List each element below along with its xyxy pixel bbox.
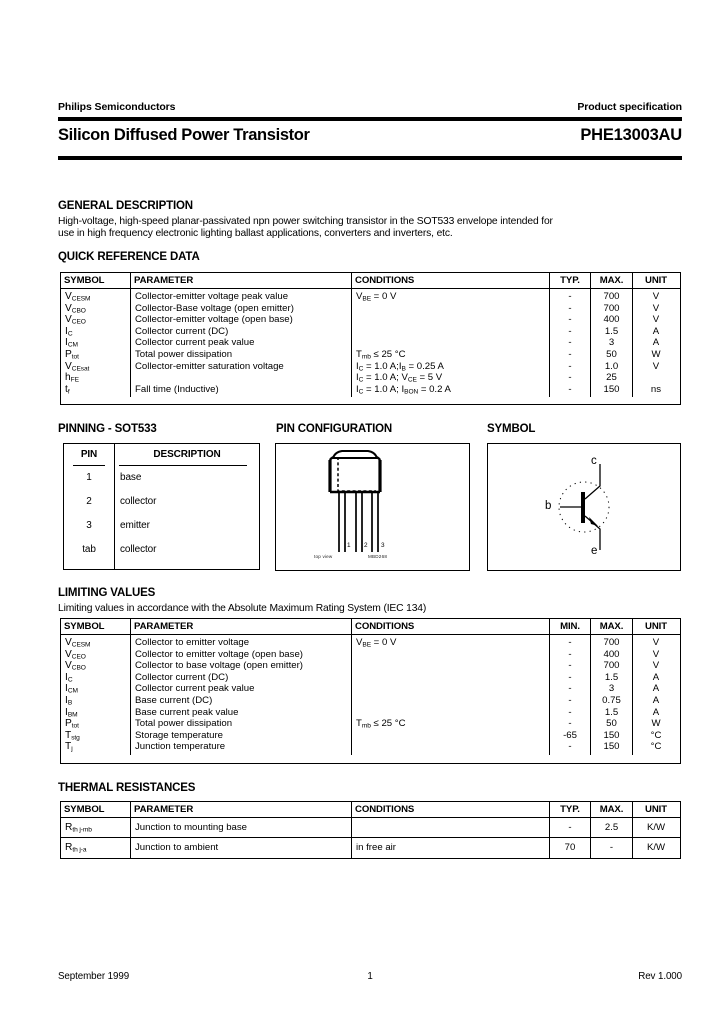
column-max xyxy=(591,635,633,755)
symbol-diagram-heading: SYMBOL xyxy=(487,423,536,435)
conditions-cell: $V_{BE} = 0$ V xyxy=(356,637,397,649)
table-body xyxy=(61,818,680,858)
pin-column xyxy=(64,444,115,569)
table-body xyxy=(61,289,680,397)
min-cell: - xyxy=(568,694,572,706)
symbol-cell: $I_{CM}$ xyxy=(65,683,78,695)
symbol-cell: $R_{th j-mb}$ xyxy=(61,818,131,837)
limiting-values-heading: LIMITING VALUES xyxy=(58,587,156,599)
column-header-parameter: PARAMETER xyxy=(131,273,352,288)
column-header-symbol: SYMBOL xyxy=(61,619,131,634)
general-description-text xyxy=(58,216,682,240)
pin-configuration-heading: PIN CONFIGURATION xyxy=(276,423,393,435)
unit-cell: K/W xyxy=(646,822,666,833)
min-cell: - xyxy=(568,741,572,753)
unit-cell: W xyxy=(651,348,661,360)
figure-code: MBD268 xyxy=(368,554,388,559)
collector-terminal-label: c xyxy=(591,455,597,467)
symbol-cell: $h_{FE}$ xyxy=(65,372,79,384)
sot533-package-drawing xyxy=(276,444,469,570)
general-description-line-1: High-voltage, high-speed planar-passivated npn power switching transistor in the SOT533 envelope intended for xyxy=(58,216,553,227)
header-divider xyxy=(58,117,682,121)
max-cell: 50 xyxy=(606,718,617,730)
column-header-max: MAX. xyxy=(591,273,633,288)
max-cell: 700 xyxy=(603,291,620,302)
unit-cell: V xyxy=(652,648,660,660)
symbol-cell: $I_B$ xyxy=(65,694,73,707)
unit-cell: °C xyxy=(650,741,662,753)
emitter-terminal-label: e xyxy=(591,545,598,557)
company-name: Philips Semiconductors xyxy=(58,101,176,113)
parameter-cell: Junction to mounting base xyxy=(131,818,352,837)
min-cell: - xyxy=(568,706,572,718)
symbol-cell: $V_{CEO}$ xyxy=(65,648,86,661)
max-cell: 700 xyxy=(603,660,620,672)
symbol-cell: $T_{stg}$ xyxy=(65,729,80,742)
parameter-cell xyxy=(135,372,351,384)
pin-number: 1 xyxy=(86,472,92,484)
parameter-cell: Base current peak value xyxy=(135,706,239,718)
conditions-cell xyxy=(356,707,549,719)
unit-cell: V xyxy=(652,660,660,672)
conditions-cell xyxy=(356,337,549,349)
unit-cell: A xyxy=(652,671,660,683)
max-cell: 700 xyxy=(603,637,620,648)
typ-cell: - xyxy=(568,348,572,360)
symbol-cell: $P_{tot}$ xyxy=(65,718,79,730)
column-typ xyxy=(550,289,591,397)
column-header-conditions: CONDITIONS xyxy=(352,619,550,634)
column-header-pin: PIN xyxy=(80,449,98,460)
general-description-heading: GENERAL DESCRIPTION xyxy=(58,200,193,212)
column-header-min: MIN. xyxy=(550,619,591,634)
pinning-table xyxy=(63,443,260,570)
column-parameter xyxy=(131,635,352,755)
symbol-cell: $I_C$ xyxy=(65,325,73,338)
column-header-symbol: SYMBOL xyxy=(61,273,131,288)
table-row xyxy=(61,818,680,838)
pin-number: tab xyxy=(82,544,96,556)
thermal-resistances-table xyxy=(60,801,681,859)
unit-cell: V xyxy=(652,291,660,302)
limiting-values-subtitle: Limiting values in accordance with the Absolute Maximum Rating System (IEC 134) xyxy=(58,603,427,614)
pin-description-cells xyxy=(115,466,259,562)
symbol-cell: $T_j$ xyxy=(65,741,73,753)
pin-number-cells xyxy=(64,466,114,562)
parameter-cell: Fall time (Inductive) xyxy=(135,383,219,395)
column-header-symbol: SYMBOL xyxy=(61,802,131,817)
symbol-cell: $I_C$ xyxy=(65,671,73,684)
pin-description: base xyxy=(120,472,142,484)
parameter-cell: Base current (DC) xyxy=(135,694,213,706)
column-parameter xyxy=(131,289,352,397)
page-footer xyxy=(58,971,682,982)
conditions-cell xyxy=(356,326,549,338)
min-cell: - xyxy=(568,683,572,695)
max-cell: 150 xyxy=(603,383,620,395)
typ-cell: - xyxy=(550,818,591,837)
min-cell: - xyxy=(568,660,572,672)
column-header-typ: TYP. xyxy=(550,273,591,288)
max-cell: 700 xyxy=(603,302,620,314)
unit-cell: A xyxy=(652,683,660,695)
conditions-cell xyxy=(356,695,549,707)
column-header-conditions: CONDITIONS xyxy=(352,273,550,288)
column-conditions xyxy=(352,635,550,755)
pinning-heading: PINNING - SOT533 xyxy=(58,423,157,435)
pin-number: 2 xyxy=(86,496,92,508)
view-caption: top view xyxy=(314,554,333,559)
parameter-cell: Collector current (DC) xyxy=(135,325,229,337)
description-column xyxy=(115,444,259,569)
column-header-max: MAX. xyxy=(591,619,633,634)
column-header-description: DESCRIPTION xyxy=(153,449,221,460)
parameter-cell: Collector-Base voltage (open emitter) xyxy=(135,302,294,314)
column-header-unit: UNIT xyxy=(645,621,667,632)
typ-cell: - xyxy=(568,325,572,337)
max-cell: 25 xyxy=(606,372,617,384)
symbol-cell: $V_{CESM}$ xyxy=(65,291,91,303)
parameter-cell: Collector current peak value xyxy=(135,683,255,695)
typ-cell: - xyxy=(568,383,572,395)
symbol-cell: $t_f$ xyxy=(65,383,70,396)
typ-cell: - xyxy=(568,291,572,302)
unit-cell: A xyxy=(652,337,660,349)
base-terminal-label: b xyxy=(545,500,552,512)
min-cell: - xyxy=(568,718,572,730)
conditions-cell xyxy=(356,314,549,326)
conditions-cell xyxy=(356,683,549,695)
unit-cell: A xyxy=(652,706,660,718)
typ-cell: - xyxy=(568,360,572,372)
column-conditions xyxy=(352,289,550,397)
unit-cell xyxy=(633,372,679,384)
lead-label-2: 2 xyxy=(364,542,368,549)
parameter-cell: Storage temperature xyxy=(135,729,223,741)
column-unit xyxy=(633,635,679,755)
min-cell: -65 xyxy=(563,729,577,741)
thermal-resistances-heading: THERMAL RESISTANCES xyxy=(58,782,196,794)
symbol-cell: $V_{CBO}$ xyxy=(65,302,86,315)
max-cell: 400 xyxy=(603,648,620,660)
lead-label-3: 3 xyxy=(381,542,385,549)
typ-cell: - xyxy=(568,372,572,384)
conditions-cell: $I_C = 1.0$ A; $I_{BON} = 0.2$ A xyxy=(356,383,451,396)
quick-reference-heading: QUICK REFERENCE DATA xyxy=(58,251,200,263)
column-min xyxy=(550,635,591,755)
column-header-conditions: CONDITIONS xyxy=(352,802,550,817)
parameter-cell: Junction to ambient xyxy=(131,838,352,858)
conditions-cell xyxy=(352,818,550,837)
column-header-typ: TYP. xyxy=(550,802,591,817)
unit-cell: V xyxy=(652,302,660,314)
parameter-cell: Collector to emitter voltage xyxy=(135,637,250,648)
symbol-cell: $V_{CBO}$ xyxy=(65,660,86,672)
min-cell: - xyxy=(568,637,572,648)
transistor-symbol-figure xyxy=(487,443,681,571)
max-cell: 1.5 xyxy=(604,671,619,683)
column-symbol xyxy=(61,289,131,397)
conditions-cell xyxy=(356,660,549,672)
parameter-cell: Total power dissipation xyxy=(135,348,233,360)
title-bar xyxy=(58,126,682,145)
symbol-cell: $I_{CM}$ xyxy=(65,337,78,349)
parameter-cell: Collector-emitter saturation voltage xyxy=(135,360,284,372)
table-header-row xyxy=(61,273,680,289)
min-cell: - xyxy=(568,671,572,683)
table-header-row xyxy=(61,802,680,818)
parameter-cell: Collector to base voltage (open emitter) xyxy=(135,660,303,672)
symbol-cell: $V_{CEsat}$ xyxy=(65,360,90,372)
column-header-unit: UNIT xyxy=(645,275,667,286)
table-body xyxy=(61,635,680,755)
conditions-cell xyxy=(356,730,549,742)
table-header-row xyxy=(61,619,680,635)
unit-cell: K/W xyxy=(646,842,666,853)
unit-cell: V xyxy=(652,314,660,326)
general-description-line-2: use in high frequency electronic lighting ballast applications, converters and inverters, etc. xyxy=(58,228,453,240)
max-cell: 1.5 xyxy=(604,325,619,337)
max-cell: 400 xyxy=(603,314,620,326)
unit-cell: V xyxy=(652,360,660,372)
max-cell: 150 xyxy=(603,741,620,753)
pin-description: collector xyxy=(120,496,157,508)
unit-cell: W xyxy=(651,718,661,730)
publication-date: September 1999 xyxy=(58,971,130,982)
symbol-cell: $P_{tot}$ xyxy=(65,348,79,361)
title-divider xyxy=(58,156,682,160)
symbol-cell: $V_{CESM}$ xyxy=(65,637,91,649)
column-unit xyxy=(633,289,679,397)
page-number: 1 xyxy=(367,971,373,982)
conditions-cell xyxy=(356,672,549,684)
max-cell: 1.5 xyxy=(604,706,619,718)
pin-configuration-figure xyxy=(275,443,470,571)
conditions-cell: $V_{BE} = 0$ V xyxy=(356,291,397,303)
typ-cell: - xyxy=(568,314,572,326)
limiting-values-table xyxy=(60,618,681,764)
pin-description: emitter xyxy=(120,520,150,532)
quick-reference-table xyxy=(60,272,681,405)
max-cell: 0.75 xyxy=(602,694,621,706)
conditions-cell: $I_C = 1.0$ $A;I_B = 0.25$ A xyxy=(356,360,444,372)
lead-label-1: 1 xyxy=(347,542,351,549)
unit-cell: °C xyxy=(650,729,662,741)
column-symbol xyxy=(61,635,131,755)
conditions-cell xyxy=(356,649,549,661)
revision-label: Rev 1.000 xyxy=(638,971,682,982)
parameter-cell: Collector current peak value xyxy=(135,337,255,349)
min-cell: - xyxy=(568,648,572,660)
parameter-cell: Collector to emitter voltage (open base) xyxy=(135,648,303,660)
page-title: Silicon Diffused Power Transistor xyxy=(58,126,310,144)
column-header-unit: UNIT xyxy=(645,804,667,815)
max-cell: 2.5 xyxy=(591,818,633,837)
pin-number: 3 xyxy=(86,520,92,532)
conditions-cell xyxy=(356,303,549,315)
typ-cell: 70 xyxy=(550,838,591,858)
npn-transistor-symbol xyxy=(488,444,680,570)
parameter-cell: Collector-emitter voltage (open base) xyxy=(135,314,293,326)
document-type: Product specification xyxy=(577,101,682,113)
symbol-cell: $R_{th j-a}$ xyxy=(61,838,131,858)
parameter-cell: Collector current (DC) xyxy=(135,671,229,683)
unit-cell: A xyxy=(652,694,660,706)
symbol-cell: $I_{BM}$ xyxy=(65,706,78,718)
column-max xyxy=(591,289,633,397)
max-cell: 3 xyxy=(608,683,615,695)
parameter-cell: Collector-emitter voltage peak value xyxy=(135,291,289,302)
page-header xyxy=(58,101,682,113)
typ-cell: - xyxy=(568,302,572,314)
conditions-cell xyxy=(356,741,549,753)
column-header-parameter: PARAMETER xyxy=(131,802,352,817)
part-number: PHE13003AU xyxy=(580,126,682,144)
pin-description: collector xyxy=(120,544,157,556)
unit-cell: V xyxy=(652,637,660,648)
max-cell: 1.0 xyxy=(604,360,619,372)
parameter-cell: Total power dissipation xyxy=(135,718,233,730)
conditions-cell: $T_{mb} \le 25$ °C xyxy=(356,348,406,361)
max-cell: 50 xyxy=(606,348,617,360)
conditions-cell: $T_{mb} \le 25$ °C xyxy=(356,718,406,730)
conditions-cell: in free air xyxy=(352,838,550,858)
unit-cell: A xyxy=(652,325,660,337)
conditions-cell: $I_C = 1.0$ A; $V_{CE} = 5$ V xyxy=(356,372,443,384)
max-cell: 150 xyxy=(603,729,620,741)
unit-cell: ns xyxy=(650,383,662,395)
symbol-cell: $V_{CEO}$ xyxy=(65,314,86,326)
column-header-max: MAX. xyxy=(591,802,633,817)
max-cell: - xyxy=(591,838,633,858)
parameter-cell: Junction temperature xyxy=(135,741,226,753)
max-cell: 3 xyxy=(608,337,615,349)
column-header-parameter: PARAMETER xyxy=(131,619,352,634)
table-row xyxy=(61,838,680,858)
typ-cell: - xyxy=(568,337,572,349)
